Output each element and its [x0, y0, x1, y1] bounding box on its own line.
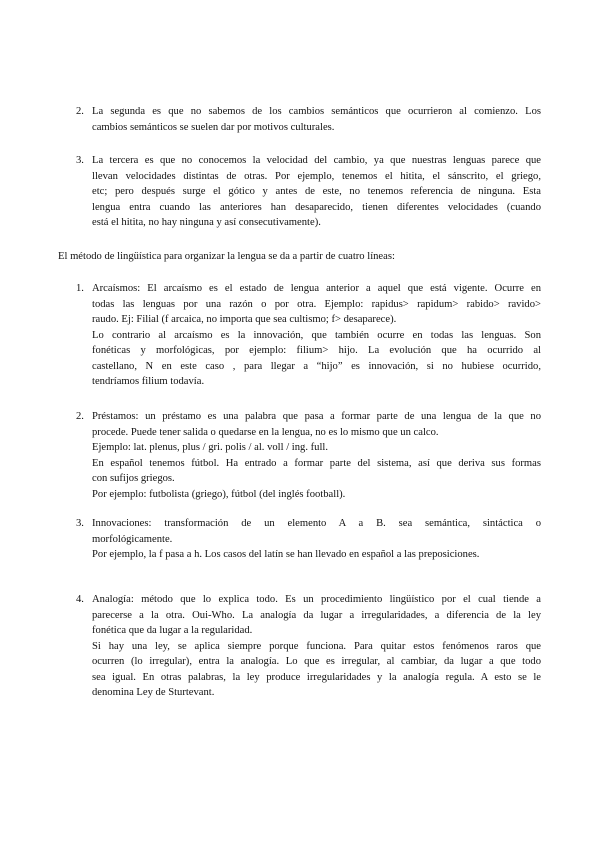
text-line: procede. Puede tener salida o quedarse en la lengua, no es lo mismo que un calco.: [92, 426, 439, 438]
list-number: 4.: [76, 594, 84, 605]
text-line: cambios semánticos se suelen dar por motivos culturales.: [92, 121, 335, 133]
text-line: Lo contrario al arcaísmo es la innovación, que también ocurre en todas las lenguas. Son: [92, 329, 541, 341]
text-line: raudo. Ej: Filial (f arcaica, no importa que sea cultismo; f> desaparece).: [92, 314, 397, 325]
list-item-text: [92, 153, 541, 231]
text-line: La tercera es que no conocemos la velocidad del cambio, ya que nuestras lenguas parece que: [92, 155, 541, 166]
list-item-text: [92, 409, 541, 502]
text-line: parecerse a la otra. Oui-Who. La analogía da lugar a irregularidades, a diferencia de la ley: [92, 609, 541, 621]
text-line: Por ejemplo: futbolista (griego), fútbol (del inglés football).: [92, 488, 346, 500]
list-number: 2.: [76, 411, 84, 422]
text-line: todas las lenguas por una razón o por otra. Ejemplo: rapidus> rapidum> rabido> ravido>: [92, 298, 541, 310]
list-item-text: [92, 516, 541, 563]
intro-paragraph: [58, 249, 541, 265]
text-line: Innovaciones: transformación de un elemento A a B. sea semántica, sintáctica o: [92, 518, 541, 529]
text-line: ocurren (lo irregular), entra la analogía. Lo que es irregular, al cambiar, da lugar a que todo: [92, 656, 541, 667]
text-line: está el hitita, no hay ninguna y así consecutivamente).: [92, 217, 321, 228]
text-line: denomina Ley de Sturtevant.: [92, 687, 215, 698]
list-item-text: [92, 281, 541, 390]
list-number: 3.: [76, 155, 84, 166]
text-line: morfológicamente.: [92, 533, 173, 545]
list-item-text: [92, 592, 541, 701]
text-line: Arcaísmos: El arcaísmo es el estado de lengua anterior a aquel que está vigente. Ocurre en: [92, 283, 541, 294]
list-number: 2.: [76, 106, 84, 117]
text-line: El método de lingüística para organizar la lengua se da a partir de cuatro líneas:: [58, 251, 395, 262]
list-item-text: [92, 104, 541, 135]
list-number: 3.: [76, 518, 84, 529]
text-line: etc; pero después surge el gótico y antes de este, no tenemos referencia de ninguna. Esta: [92, 186, 541, 197]
text-line: En español tenemos fútbol. Ha entrado a formar parte del sistema, así que deriva sus formas: [92, 457, 541, 469]
text-line: con sufijos griegos.: [92, 473, 175, 484]
text-line: fonéticas y morfológicas, por ejemplo: filium> hijo. La evolución que ha ocurrido al: [92, 345, 541, 356]
text-line: fonética que da lugar a la regularidad.: [92, 625, 253, 636]
text-line: sea igual. En otras palabras, la ley produce irregularidades y la analogía regula. A esto se le: [92, 671, 541, 683]
text-line: lengua entra cuando las anteriores han desaparecido, tienen diferentes velocidades (cuando: [92, 201, 541, 213]
text-line: Ejemplo: lat. plenus, plus / gri. polis / al. voll / ing. full.: [92, 442, 328, 453]
text-line: Préstamos: un préstamo es una palabra que pasa a formar parte de una lengua de la que no: [92, 411, 541, 422]
text-line: Analogía: método que lo explica todo. Es un procedimiento lingüístico por el cual tiende a: [92, 594, 541, 605]
text-line: Si hay una ley, se aplica siempre porque funciona. Para quitar estos fenómenos raros que: [92, 640, 541, 652]
text-line: Por ejemplo, la f pasa a h. Los casos del latín se han llevado en español a las preposiciones.: [92, 549, 480, 560]
text-line: castellano, N en este caso , para llegar a “hijo” es innovación, si no hubiese ocurrido,: [92, 360, 541, 372]
text-line: tendríamos filium todavía.: [92, 376, 205, 387]
text-line: La segunda es que no sabemos de los cambios semánticos que ocurrieron al comienzo. Los: [92, 106, 541, 117]
list-number: 1.: [76, 283, 84, 294]
text-line: llevan velocidades distintas de otras. Por ejemplo, tenemos el hitita, el sánscrito, el griego,: [92, 170, 541, 182]
